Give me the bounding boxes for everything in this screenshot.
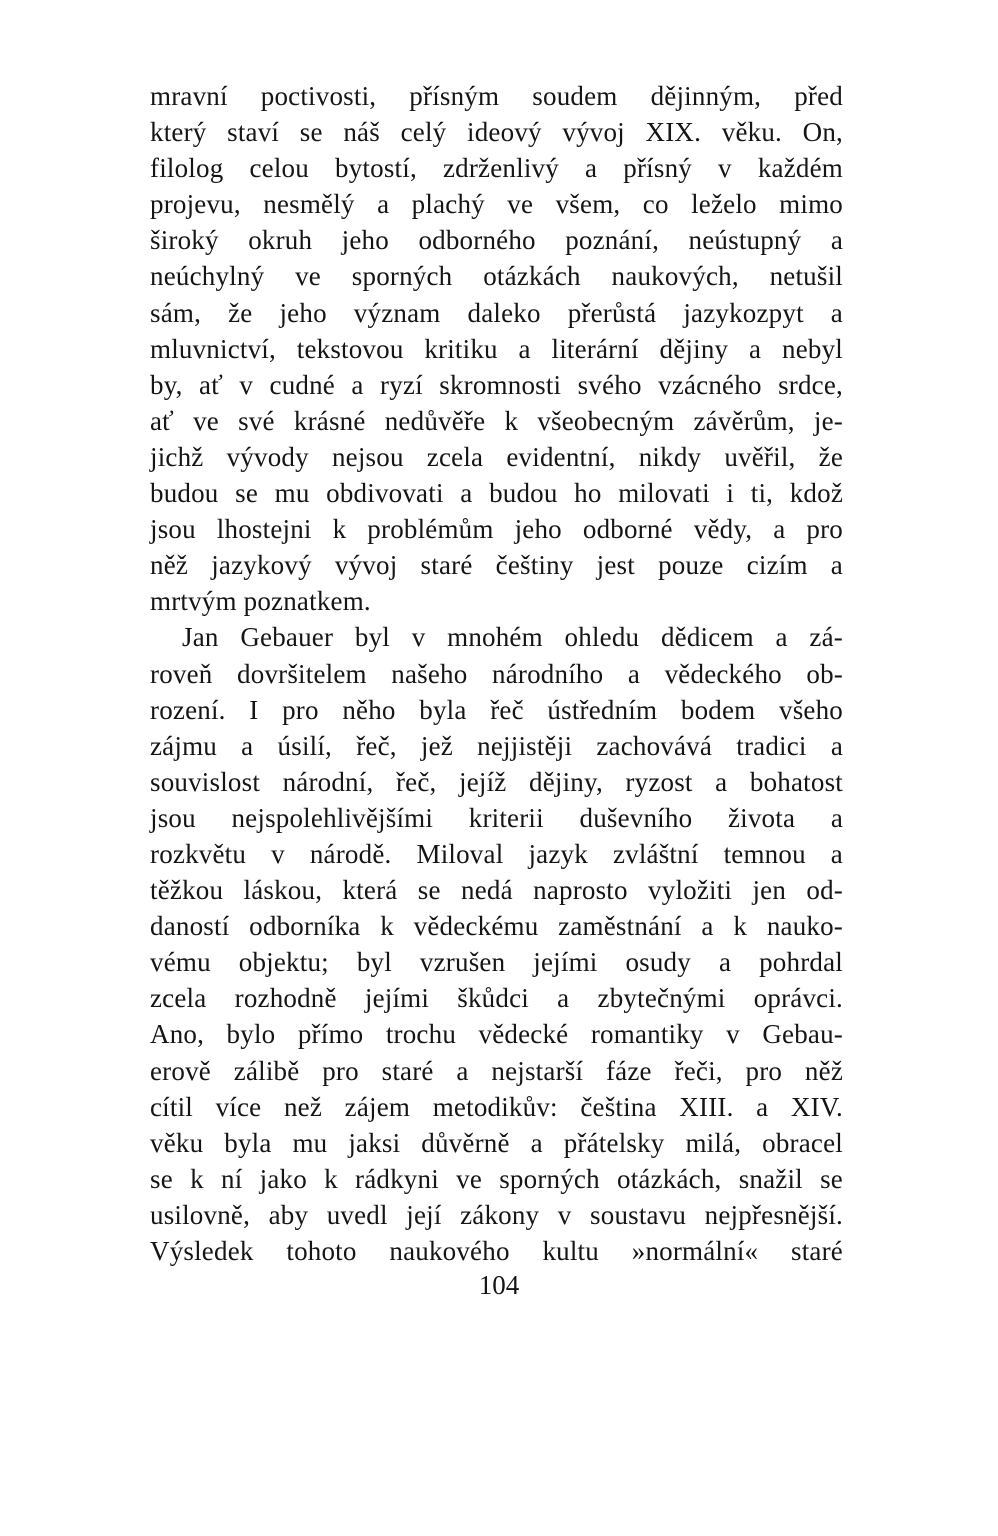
text-line: by, ať v cudné a ryzí skromnosti svého vzácného srdce,	[150, 369, 843, 400]
text-line: věku byla mu jaksi důvěrně a přátelsky milá, obracel	[150, 1127, 843, 1158]
text-line: Ano, bylo přímo trochu vědecké romantiky v Gebau-	[150, 1019, 843, 1050]
text-line: rozkvětu v národě. Miloval jazyk zvláštní temnou a	[150, 838, 843, 869]
text-line: jsou lhostejni k problémům jeho odborné vědy, a pro	[150, 514, 843, 545]
text-line: Jan Gebauer byl v mnohém ohledu dědicem a zá-	[182, 622, 843, 653]
text-line: usilovně, aby uvedl její zákony v soustavu nejpřesnější.	[150, 1199, 843, 1230]
text-line: něž jazykový vývoj staré češtiny jest pouze cizím a	[150, 550, 843, 581]
text-line: projevu, nesmělý a plachý ve všem, co leželo mimo	[150, 189, 843, 220]
page-number: 104	[478, 1270, 520, 1300]
text-line: který staví se náš celý ideový vývoj XIX. věku. On,	[150, 117, 843, 148]
text-line: jichž vývody nejsou zcela evidentní, nikdy uvěřil, že	[150, 441, 843, 472]
text-line: široký okruh jeho odborného poznání, neústupný a	[150, 225, 843, 256]
text-line: Výsledek tohoto naukového kultu »normální« staré	[150, 1236, 843, 1266]
text-line: daností odborníka k vědeckému zaměstnání a k nauko-	[150, 911, 843, 942]
text-line: roveň dovršitelem našeho národního a vědeckého ob-	[150, 658, 843, 689]
text-line: těžkou láskou, která se nedá naprosto vyložiti jen od-	[150, 875, 843, 906]
text-line: mrtvým poznatkem.	[150, 586, 371, 617]
text-line: erově zálibě pro staré a nejstarší fáze řeči, pro něž	[150, 1055, 843, 1086]
text-line: sám, že jeho význam daleko přerůstá jazykozpyt a	[150, 297, 843, 328]
text-line: jsou nejspolehlivějšími kriterii duševního života a	[150, 802, 843, 833]
text-line: vému objektu; byl vzrušen jejími osudy a pohrdal	[150, 947, 843, 978]
text-line: budou se mu obdivovati a budou ho milovati i ti, kdož	[150, 478, 843, 509]
text-line: neúchylný ve sporných otázkách naukových, netušil	[150, 261, 843, 292]
text-line: zcela rozhodně jejími škůdci a zbytečnými oprávci.	[150, 983, 843, 1014]
text-line: zájmu a úsilí, řeč, jež nejjistěji zachovává tradici a	[150, 730, 843, 761]
paragraph-2	[150, 619, 843, 1269]
body-text	[150, 78, 843, 1269]
text-line: souvislost národní, řeč, jejíž dějiny, ryzost a bohatost	[150, 766, 843, 797]
text-line: mravní poctivosti, přísným soudem dějinným, před	[150, 81, 843, 111]
text-line: rození. I pro něho byla řeč ústředním bodem všeho	[150, 694, 843, 725]
text-line: se k ní jako k rádkyni ve sporných otázkách, snažil se	[150, 1163, 843, 1194]
text-line: filolog celou bytostí, zdrženlivý a přísný v každém	[150, 153, 843, 184]
text-line: cítil více než zájem metodikův: čeština XIII. a XIV.	[150, 1091, 843, 1122]
text-line: mluvnictví, tekstovou kritiku a literární dějiny a nebyl	[150, 333, 843, 364]
text-line: ať ve své krásné nedůvěře k všeobecným závěrům, je-	[150, 405, 843, 436]
paragraph-1	[150, 78, 843, 619]
